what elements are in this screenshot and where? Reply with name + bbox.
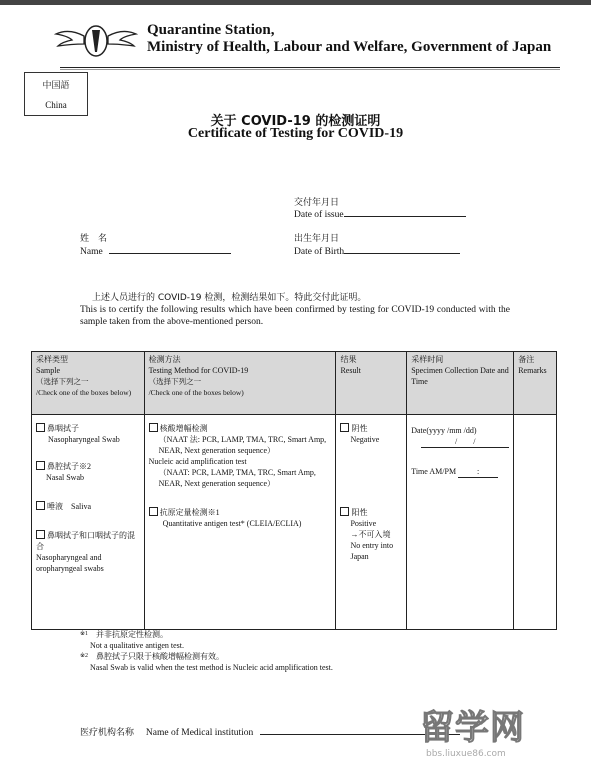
note-1-en: Not a qualitative antigen test. <box>90 641 184 650</box>
header-method-hint-en: /Check one of the boxes below) <box>148 388 244 397</box>
remarks-cell[interactable] <box>514 415 557 630</box>
sample-label-cn: 鼻咽拭子 <box>47 424 79 433</box>
sample-options <box>32 415 145 630</box>
checkbox-icon[interactable] <box>36 530 45 539</box>
header-rule <box>60 67 560 68</box>
header-result-cn: 结果 <box>340 355 357 364</box>
date-of-issue-cn: 交付年月日 <box>294 198 340 208</box>
checkbox-icon[interactable] <box>149 507 158 516</box>
collection-time-label: Time AM/PM <box>411 467 457 476</box>
note-2-mark: ※2 <box>80 653 89 659</box>
method-label-cn: 核酸增幅检测 <box>159 424 208 433</box>
header-remarks <box>514 352 557 415</box>
title-cn: 关于 COVID-19 的检测证明 <box>210 114 381 129</box>
method-naat-en: Nucleic acid amplification test <box>148 457 247 466</box>
result-label-en: Positive <box>350 519 377 528</box>
collection-time-row <box>411 466 509 478</box>
table-header-row <box>32 352 557 415</box>
result-label-en: Negative <box>350 435 380 444</box>
method-antigen-en: Quantitative antigen test* (CLEIA/ECLIA) <box>162 519 302 528</box>
header-method-cn: 检测方法 <box>148 355 181 364</box>
collection-date-label: Date(yyyy /mm /dd) <box>411 426 477 435</box>
certification-statement <box>80 292 510 328</box>
institution-en: Name of Medical institution <box>145 728 254 738</box>
dob-cn: 出生年月日 <box>294 234 340 244</box>
header-remarks-cn: 备注 <box>518 355 535 364</box>
method-naat-en-detail: （NAAT: PCR, LAMP, TMA, TRC, Smart Amp, NEAR, Next generation sequence） <box>158 468 316 488</box>
quarantine-emblem-icon <box>54 22 138 60</box>
header-remarks-en: Remarks <box>518 366 547 375</box>
checkbox-icon[interactable] <box>36 461 45 470</box>
header-sample-hint-en: /Check one of the boxes below) <box>36 388 132 397</box>
header-sample <box>32 352 145 415</box>
header-rule-thin <box>60 69 560 70</box>
language-en: China <box>45 100 67 110</box>
title-en: Certificate of Testing for COVID-19 <box>187 126 404 141</box>
dob-label <box>294 244 460 257</box>
watermark <box>420 700 525 759</box>
watermark-main: 留学网 <box>420 708 525 748</box>
sample-label-en: Nasopharyngeal Swab <box>48 435 120 444</box>
result-label-cn: 阳性 <box>351 508 368 517</box>
checkbox-icon[interactable] <box>36 501 45 510</box>
result-option-negative[interactable] <box>340 423 402 434</box>
note-2-en: Nasal Swab is valid when the test method is Nucleic acid amplification test. <box>90 663 333 672</box>
sample-label-en: Nasopharyngeal and oropharyngeal swabs <box>36 553 104 573</box>
header-station: Quarantine Station, <box>147 22 275 38</box>
name-label <box>80 244 231 257</box>
note-2-cn: 鼻腔拭子只限于核酸增幅检测有效。 <box>96 652 225 661</box>
header-method-en: Testing Method for COVID-19 <box>148 366 249 375</box>
header-sample-hint-cn: （选择下列之一 <box>36 377 89 386</box>
collection-datetime <box>407 415 514 630</box>
sample-label-cn: 鼻咽拭子和口咽拭子的混合 <box>36 531 135 551</box>
checkbox-icon[interactable] <box>340 507 349 516</box>
header-ministry: Ministry of Health, Labour and Welfare, Government of Japan <box>147 39 552 55</box>
sample-option-mixed[interactable] <box>36 530 140 552</box>
header-sample-en: Sample <box>36 366 60 375</box>
institution-row <box>80 724 460 738</box>
header-method <box>144 352 336 415</box>
method-option-naat[interactable] <box>149 423 332 434</box>
date-of-issue-field[interactable] <box>344 207 466 217</box>
institution-cn: 医疗机构名称 <box>80 728 135 738</box>
sample-label-en: Saliva <box>71 502 91 511</box>
header-collection <box>407 352 514 415</box>
sample-label-cn: 唾液 <box>47 502 63 511</box>
method-options <box>144 415 336 630</box>
checkbox-icon[interactable] <box>36 423 45 432</box>
result-options <box>336 415 407 630</box>
statement-cn: 上述人员进行的 COVID-19 检测，检测结果如下。特此交付此证明。 <box>92 293 367 303</box>
date-of-issue-en: Date of issue <box>294 210 344 220</box>
name-cn: 姓 名 <box>80 234 108 244</box>
result-option-positive[interactable] <box>340 507 402 518</box>
top-border <box>0 0 591 5</box>
sample-label-cn: 鼻腔拭子※2 <box>47 462 91 471</box>
header-collection-cn: 采样时间 <box>411 355 444 364</box>
collection-date-field[interactable]: / / <box>421 436 509 448</box>
result-positive-note: →不可入境 <box>350 530 391 539</box>
sample-option-nasal[interactable] <box>36 461 140 472</box>
name-en: Name <box>80 247 103 257</box>
header-method-hint-cn: （选择下列之一 <box>148 377 202 386</box>
dob-field[interactable] <box>344 244 460 254</box>
footnotes <box>80 629 333 673</box>
result-positive-note-en: No entry into Japan <box>350 541 394 561</box>
note-2 <box>80 651 333 662</box>
statement-en: This is to certify the following results which have been confirmed by testing for COVID-19 conducted with the sample taken from the above-mentioned person. <box>80 305 510 327</box>
sample-option-nasopharyngeal[interactable] <box>36 423 140 434</box>
header-sample-cn: 采样类型 <box>36 355 68 364</box>
checkbox-icon[interactable] <box>149 423 158 432</box>
header-result-en: Result <box>340 366 361 375</box>
table-body-row <box>32 415 557 630</box>
date-of-issue-label <box>294 207 466 220</box>
result-label-cn: 阴性 <box>351 424 368 433</box>
header-result <box>336 352 407 415</box>
note-1-mark: ※1 <box>80 631 89 637</box>
dob-en: Date of Birth <box>294 247 345 257</box>
header-collection-en: Specimen Collection Date and Time <box>411 366 509 386</box>
watermark-sub: bbs.liuxue86.com <box>426 749 506 759</box>
sample-option-saliva[interactable] <box>36 501 140 512</box>
test-results-table <box>31 351 557 630</box>
sample-label-en: Nasal Swab <box>46 473 84 482</box>
checkbox-icon[interactable] <box>340 423 349 432</box>
note-1 <box>80 629 333 640</box>
name-field[interactable] <box>109 244 231 254</box>
language-cn: 中国語 <box>42 80 70 90</box>
collection-time-field[interactable]: : <box>458 466 498 478</box>
method-label-cn: 抗原定量检测※1 <box>159 508 220 517</box>
note-1-cn: 并非抗原定性检测。 <box>96 630 169 639</box>
method-naat-cn-detail: （NAAT 法: PCR, LAMP, TMA, TRC, Smart Amp, NEAR, Next generation sequence） <box>158 435 327 455</box>
method-option-antigen[interactable] <box>149 507 332 518</box>
